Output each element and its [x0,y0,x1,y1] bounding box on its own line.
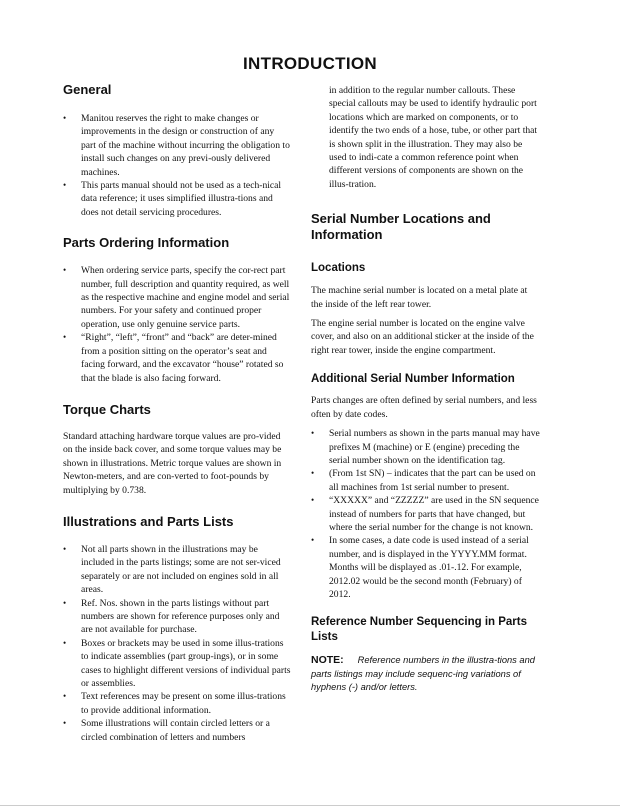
list-item: • Not all parts shown in the illustrations may be included in the parts listings; some are not ser-viced separately or are not included on engines sold in all areas. [63,543,291,597]
subheading-additional-serial: Additional Serial Number Information [311,373,515,386]
page-bottom-rule [0,805,620,806]
list-item: • Text references may be present on some illus-trations to provide additional information. [63,690,291,717]
section-heading-torque: Torque Charts [63,401,151,417]
continued-bullet-text: in addition to the regular number callouts. These special callouts may be used to identify hydraulic port locations which are marked on components, or to identify the two ends of a hose, tube, or other part that is shown split in the illustration. They may also be used to indi-cate a common reference point when different versions of components are shown on the illus-tration. [329,85,538,190]
parts-ordering-list [63,264,291,385]
list-item: • Serial numbers as shown in the parts manual may have prefixes M (machine) or E (engine) preceding the serial number shown on the identification tag. [311,427,540,467]
section-heading-illustrations: Illustrations and Parts Lists [63,513,234,529]
list-item: • In some cases, a date code is used instead of a serial number, and is displayed in the YYYY.MM format. Months will be displayed as .01-.12. For example, 2012.02 would be the second month (February) of 2012. [311,534,540,601]
section-heading-general: General [63,82,112,97]
subheading-reference-sequencing: Reference Number Sequencing in Parts Lists [311,616,528,644]
right-column [311,84,540,695]
list-item: • Manitou reserves the right to make changes or improvements in the design or construction of any part of the machine without incurring the obligation to install such changes on any previ-ously delivered machines. [63,112,291,179]
locations-paragraph-2: The engine serial number is located on the engine valve cover, and also on an additional sticker at the inside of the right rear tower, inside the engine compartment. [311,318,534,356]
note-label: NOTE: [311,654,344,667]
additional-intro: Parts changes are often defined by serial numbers, and less often by date codes. [311,395,537,420]
section-heading-parts-ordering: Parts Ordering Information [63,235,230,251]
note-text: Reference numbers in the illustra-tions and parts listings may include sequenc-ing variations of hyphens (-) and/or letters. [311,655,535,693]
list-item: • “XXXXX” and “ZZZZZ” are used in the SN sequence instead of numbers for parts that have changed, but where the serial number for the change is not known. [311,494,540,534]
page-title: INTRODUCTION [243,54,377,73]
list-item: • When ordering service parts, specify the cor-rect part number, full description and quantity required, as well as the respective machine and engine model and serial numbers. For your safety and continued proper operation, use only genuine service parts. [63,264,291,331]
illustrations-list [63,543,291,744]
list-item: • “Right”, “left”, “front” and “back” are deter-mined from a position sitting on the operator’s seat and facing forward, and the excavator “house” rotated so that the blade is also facing forward. [63,331,291,385]
list-item: • Ref. Nos. shown in the parts listings without part numbers are shown for reference purposes only and are not available for purchase. [63,597,291,637]
list-item: • (From 1st SN) – indicates that the part can be used on all machines from 1st serial number to present. [311,467,540,494]
sequencing-note [311,654,540,694]
torque-text: Standard attaching hardware torque values are pro-vided on the inside back cover, and some torque values may be shown in illustrations. Metric torque values are shown in Newton-meters, and are con-verted to foot-pounds by multiplying by 0.738. [63,430,282,496]
locations-paragraph-1: The machine serial number is located on a metal plate at the inside of the left rear tower. [311,285,528,310]
section-heading-serial-number: Serial Number Locations and Information [311,211,491,243]
list-item: • This parts manual should not be used as a tech-nical data reference; it uses simplified illustra-tions and does not detail servicing procedures. [63,179,291,219]
subheading-locations: Locations [311,262,366,275]
additional-list [311,427,540,601]
list-item: • Some illustrations will contain circled letters or a circled combination of letters and numbers [63,717,291,744]
list-item: • Boxes or brackets may be used in some illus-trations to indicate assemblies (part group-ings), or in some cases to highlight different versions of individual parts or assemblies. [63,637,291,691]
left-column [63,82,291,744]
general-list [63,112,291,219]
